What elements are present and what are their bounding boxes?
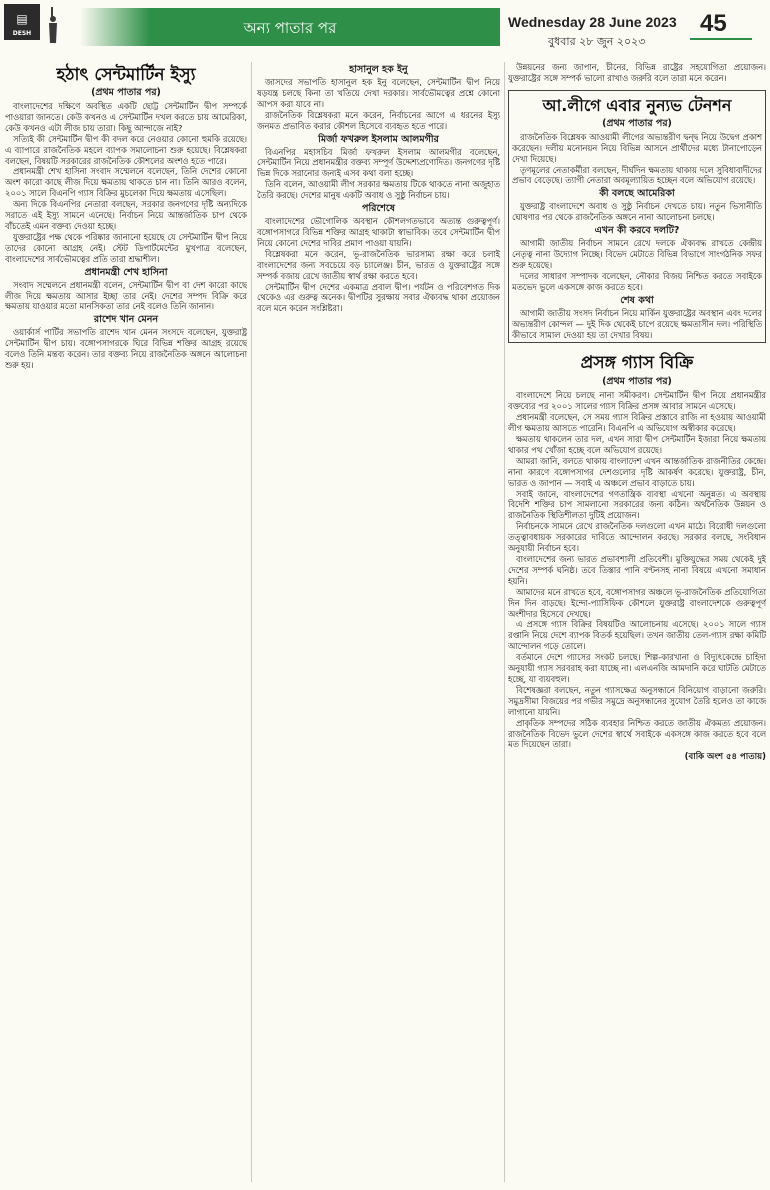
paragraph: জাসদের সভাপতি হাসানুল হক ইনু বলেছেন, সেন্টমার্টিন দ্বীপ নিয়ে ষড়যন্ত্র চলছে কিনা তা খতিয়ে দেখা দরকার। সার্বভৌমত্বের প্রশ্নে কোনো আপস করা যাবে না। <box>257 77 500 109</box>
continued-note: (বাকি অংশ ৫৪ পাতায়) <box>684 752 766 763</box>
column-right <box>508 62 766 1182</box>
headline: হঠাৎ সেন্টমার্টিন ইস্যু <box>56 65 196 85</box>
subhead: রাশেদ খান মেনন <box>93 314 159 326</box>
paragraph: বাংলাদেশে নিয়ে চলছে নানা সমীকরণ। সেন্টমার্টিন দ্বীপ নিয়ে প্রধানমন্ত্রীর বক্তব্যের পর ২০০১ সালের গ্যাস বিক্রির প্রসঙ্গ আবার সামনে এসেছে। <box>508 390 766 412</box>
headline: প্রসঙ্গ গ্যাস বিক্রি <box>580 353 694 374</box>
from-page: (প্রথম পাতার পর) <box>602 376 672 388</box>
from-page: (প্রথম পাতার পর) <box>91 87 161 98</box>
column-middle <box>257 62 500 1182</box>
paragraph: আগামী জাতীয় নির্বাচন সামনে রেখে দলকে ঐক্যবদ্ধ রাখতে কেন্দ্রীয় নেতৃত্ব নানা উদ্যোগ নিচ্ছে। বিভেদ মেটাতে বিভিন্ন বিভাগে সাংগঠনিক সফর শুরু হয়েছে। <box>512 238 762 270</box>
paragraph: বাংলাদেশের জন্য ভারত প্রভাবশালী প্রতিবেশী। মুক্তিযুদ্ধের সময় থেকেই দুই দেশের সম্পর্ক ঘনিষ্ঠ। তবে তিস্তার পানি বণ্টনসহ নানা বিষয়ে এখনো সমাধান হয়নি। <box>508 554 766 586</box>
paragraph: আমরা জানি, বলতে থাকায় বাংলাদেশ এখন আন্তর্জাতিক রাজনীতির কেন্দ্রে। নানা কারণে বঙ্গোপসাগর দেশগুলোর দৃষ্টি আকর্ষণ করেছে। যুক্তরাষ্ট্র, চীন, ভারত ও জাপান — সবাই এ অঞ্চলে প্রভাব বাড়াতে চায়। <box>508 455 766 488</box>
page-number-rule <box>690 38 752 40</box>
from-page: (প্রথম পাতার পর) <box>602 117 672 129</box>
page-header <box>0 0 770 62</box>
paragraph: তিনি বলেন, আওয়ামী লীগ সরকার ক্ষমতায় টিকে থাকতে নানা অজুহাত তৈরি করছে। দেশের মানুষ একটি অবাধ ও সুষ্ঠু নির্বাচন চায়। <box>257 179 500 201</box>
article-al-tension <box>508 90 766 344</box>
subhead: প্রধানমন্ত্রী শেখ হাসিনা <box>84 266 168 278</box>
paragraph: বিএনপির মহাসচিব মির্জা ফখরুল ইসলাম আলমগীর বলেছেন, সেন্টমার্টিন নিয়ে প্রধানমন্ত্রীর বক্তব্য সম্পূর্ণ উদ্দেশ্যপ্রণোদিত। জনগণের দৃষ্টি ভিন্ন দিকে সরানোর জন্যই এসব কথা বলা হচ্ছে। <box>257 146 500 179</box>
paragraph: যুক্তরাষ্ট্রের পক্ষ থেকে পরিষ্কার জানানো হয়েছে যে সেন্টমার্টিন দ্বীপ নিয়ে তাদের কোনো আগ্রহ নেই। স্টেট ডিপার্টমেন্টের মুখপাত্র বলেছেন, বাংলাদেশের সার্বভৌমত্বের প্রতি তারা শ্রদ্ধাশীল। <box>5 231 247 264</box>
paragraph: বিশ্লেষকরা মনে করেন, ভূ-রাজনৈতিক ভারসাম্য রক্ষা করে চলাই বাংলাদেশের জন্য সবচেয়ে বড় চ্যালেঞ্জ। চীন, ভারত ও যুক্তরাষ্ট্রের সঙ্গে সম্পর্ক বজায় রেখে জাতীয় স্বার্থ রক্ষা করতে হবে। <box>257 248 500 281</box>
paragraph: উন্নয়নের জন্য জাপান, চীনের, বিভিন্ন রাষ্ট্রের সহযোগিতা প্রয়োজন। যুক্তরাষ্ট্রের সঙ্গে সম্পর্ক ভালো রাখাও জরুরি বলে তারা মনে করেন। <box>508 62 766 83</box>
subhead: হাসানুল হক ইনু <box>349 64 408 75</box>
paragraph: রাজনৈতিক বিশ্লেষকরা মনে করেন, নির্বাচনের আগে এ ধরনের ইস্যু জনমত প্রভাবিত করার কৌশল হিসেবে ব্যবহৃত হতে পারে। <box>257 109 500 131</box>
column-divider <box>251 62 252 1182</box>
logo-mark: ▤ <box>16 12 28 26</box>
subhead: পরিশেষে <box>362 203 395 215</box>
paragraph: সবাই জানে, বাংলাদেশের গণতান্ত্রিক ব্যবস্থা এখনো অনুন্নত। এ অবস্থায় বিদেশি শক্তির চাপ সামলানো সরকারের জন্য কঠিন। অর্থনৈতিক উন্নয়ন ও রাজনৈতিক স্থিতিশীলতা দুটিই প্রয়োজন। <box>508 488 766 521</box>
paragraph: ক্ষমতায় থাকলেন তার দল, এখন সারা দ্বীপ সেন্টমার্টিন ইজারা নিয়ে ক্ষমতায় থাকার পথ খোঁজা হচ্ছে বলে অভিযোগ রয়েছে। <box>508 434 766 455</box>
paragraph: রাজনৈতিক বিশ্লেষক আওয়ামী লীগের অভ্যন্তরীণ দ্বন্দ্ব নিয়ে উদ্বেগ প্রকাশ করেছেন। দলীয় মনোনয়ন নিয়ে বিভিন্ন আসনে প্রার্থীদের মধ্যে টানাপোড়েন দেখা দিয়েছে। <box>512 131 762 164</box>
paragraph: প্রাকৃতিক সম্পদের সঠিক ব্যবহার নিশ্চিত করতে জাতীয় ঐকমত্য প্রয়োজন। রাজনৈতিক বিভেদ ভুলে দেশের স্বার্থে সবাইকে একসঙ্গে কাজ করতে হবে বলে মত দিয়েছেন তারা। <box>508 717 766 750</box>
date-english: Wednesday 28 June 2023 <box>508 14 677 30</box>
paragraph: এ প্রসঙ্গে গ্যাস বিক্রির বিষয়টিও আলোচনায় এসেছে। ২০০১ সালে গ্যাস রপ্তানি নিয়ে দেশে ব্যাপক বিতর্ক হয়েছিল। তখন জাতীয় তেল-গ্যাস রক্ষা কমিটি আন্দোলন গড়ে তোলে। <box>508 619 766 652</box>
paragraph: আগামী জাতীয় সংসদ নির্বাচন নিয়ে মার্কিন যুক্তরাষ্ট্রের অবস্থান এবং দলের অভ্যন্তরীণ কোন্দল — দুই দিক থেকেই চাপে রয়েছে ক্ষমতাসীন দল। পরিস্থিতি কীভাবে সামাল দেওয়া হয় তা দেখার বিষয়। <box>512 307 762 340</box>
logo-text: DESH <box>12 30 32 37</box>
paragraph: সত্যিই কী সেন্টমার্টিন দ্বীপ কী বদল করে নেওয়ার কোনো হুমকি রয়েছে। এ ব্যাপারে রাজনৈতিক মহলে ব্যাপক সমালোচনা শুরু হয়েছে। বিশ্লেষকরা বলছেন, বিষয়টি সরকারের রাজনৈতিক কৌশলের অংশও হতে পারে। <box>5 133 247 166</box>
paragraph: বর্তমানে দেশে গ্যাসের সংকট চলছে। শিল্প-কারখানা ও বিদ্যুৎকেন্দ্রে চাহিদা অনুযায়ী গ্যাস সরবরাহ করা যাচ্ছে না। এলএনজি আমদানি করে ঘাটতি মেটাতে হচ্ছে, যা ব্যয়বহুল। <box>508 652 766 684</box>
paragraph: তৃণমূলের নেতাকর্মীরা বলছেন, দীর্ঘদিন ক্ষমতায় থাকায় দলে সুবিধাবাদীদের প্রভাব বেড়েছে। ত্যাগী নেতারা অবমূল্যায়িত হচ্ছেন বলে অভিযোগ রয়েছে। <box>512 164 762 186</box>
paragraph: বিশেষজ্ঞরা বলছেন, নতুন গ্যাসক্ষেত্র অনুসন্ধানে বিনিয়োগ বাড়ানো জরুরি। সমুদ্রসীমা বিজয়ের পর গভীর সমুদ্রে অনুসন্ধানের সুযোগ তৈরি হলেও তা কাজে লাগানো যায়নি। <box>508 684 766 717</box>
paragraph: দলের সাধারণ সম্পাদক বলেছেন, নৌকার বিজয় নিশ্চিত করতে সবাইকে মতভেদ ভুলে একসঙ্গে কাজ করতে হবে। <box>512 270 762 292</box>
column-divider <box>504 62 505 1182</box>
section-title: অন্য পাতার পর <box>243 19 337 37</box>
paragraph: নির্বাচনকে সামনে রেখে রাজনৈতিক দলগুলো এখন মাঠে। বিরোধী দলগুলো তত্ত্বাবধায়ক সরকারের দাবিতে আন্দোলন করছে। সরকার বলছে, সংবিধান অনুযায়ী নির্বাচন হবে। <box>508 521 766 554</box>
page-number: 45 <box>700 10 727 37</box>
paragraph: অন্য দিকে বিএনপির নেতারা বলছেন, সরকার জনগণের দৃষ্টি অন্যদিকে সরাতে এই ইস্যু সামনে এনেছে। নির্বাচন নিয়ে আন্তর্জাতিক চাপ থেকে বাঁচতেই এমন বক্তব্য দেওয়া হচ্ছে। <box>5 199 247 231</box>
paragraph: প্রধানমন্ত্রী শেখ হাসিনা সংবাদ সম্মেলনে বলেছেন, তিনি দেশের কোনো অংশ কারো কাছে লীজ দিয়ে ক্ষমতায় থাকতে চান না। তিনি আরও বলেন, ২০০১ সালে বিএনপি গ্যাস বিক্রির মুচলেকা দিয়ে ক্ষমতায় এসেছিল। <box>5 166 247 199</box>
subhead: মির্জা ফখরুল ইসলাম আলমগীর <box>318 133 439 145</box>
paragraph: সেন্টমার্টিন দ্বীপ দেশের একমাত্র প্রবাল দ্বীপ। পর্যটন ও পরিবেশগত দিক থেকেও এর গুরুত্ব অনেক। দ্বীপটির সুরক্ষায় সবার ঐক্যবদ্ধ থাকা প্রয়োজন বলে মনে করেন সংশ্লিষ্টরা। <box>257 281 500 314</box>
date-bangla: বুধবার ২৮ জুন ২০২৩ <box>548 35 646 48</box>
article-santmartin <box>5 62 247 1182</box>
statue-of-liberty-icon <box>45 5 61 45</box>
paragraph: সংবাদ সম্মেলনে প্রধানমন্ত্রী বলেন, সেন্টমার্টিন দ্বীপ বা দেশ কারো কাছে লীজ দিয়ে ক্ষমতায় আসার ইচ্ছা তার নেই। দেশের সম্পদ বিক্রি করে ক্ষমতায় যাওয়ার মতো মানসিকতা তার নেই বলেও তিনি জানান। <box>5 279 247 312</box>
section-band <box>80 8 500 46</box>
paragraph: বাংলাদেশের দক্ষিণে অবস্থিত একটি ছোট্ট সেন্টমার্টিন দ্বীপ সম্পর্কে পাওয়ারা জানতে। কেউ কখনও এ সেন্টমার্টিন দখল করতে চায় আমেরিকা, কেউ কখনও এটা লীজ চায় তারা। কিছু আন্দাজে নাই? <box>5 101 247 133</box>
paragraph: বাংলাদেশের ভৌগোলিক অবস্থান কৌশলগতভাবে অত্যন্ত গুরুত্বপূর্ণ। বঙ্গোপসাগরে বিভিন্ন শক্তির আগ্রহ থাকাটা স্বাভাবিক। তবে সেন্টমার্টিন দ্বীপ নিয়ে কোনো দেশের দাবির প্রমাণ পাওয়া যায়নি। <box>257 216 500 248</box>
subhead: শেষ কথা <box>620 294 654 306</box>
paragraph: ওয়ার্কার্স পার্টির সভাপতি রাশেদ খান মেনন সংসদে বলেছেন, যুক্তরাষ্ট্র সেন্টমার্টিন দ্বীপ চায়। বঙ্গোপসাগরকে ঘিরে বিভিন্ন শক্তির আগ্রহ রয়েছে বলেও তিনি মন্তব্য করেন। তার বক্তব্য নিয়ে রাজনৈতিক অঙ্গনে আলোচনা শুরু হয়। <box>5 327 247 371</box>
paragraph: আমাদের মনে রাখতে হবে, বঙ্গোপসাগর অঞ্চলে ভূ-রাজনৈতিক প্রতিযোগিতা দিন দিন বাড়ছে। ইন্দো-প্যাসিফিক কৌশলে যুক্তরাষ্ট্র বাংলাদেশকে গুরুত্বপূর্ণ অংশীদার হিসেবে দেখছে। <box>508 586 766 619</box>
subhead: এখন কী করবে দলটি? <box>594 225 680 237</box>
paragraph: প্রধানমন্ত্রী বলেছেন, সে সময় গ্যাস বিক্রির প্রস্তাবে রাজি না হওয়ায় আওয়ামী লীগ ক্ষমতায় আসতে পারেনি। বিএনপি এ অভিযোগ অস্বীকার করেছে। <box>508 412 766 434</box>
paragraph: যুক্তরাষ্ট্র বাংলাদেশে অবাধ ও সুষ্ঠু নির্বাচন দেখতে চায়। নতুন ভিসানীতি ঘোষণার পর থেকে রাজনৈতিক অঙ্গনে নানা আলোচনা চলছে। <box>512 201 762 223</box>
desh-logo <box>4 4 40 40</box>
subhead: কী বলছে আমেরিকা <box>599 188 675 200</box>
headline: আ.লীগে এবার নুন্যভ টেনশন <box>542 95 732 115</box>
